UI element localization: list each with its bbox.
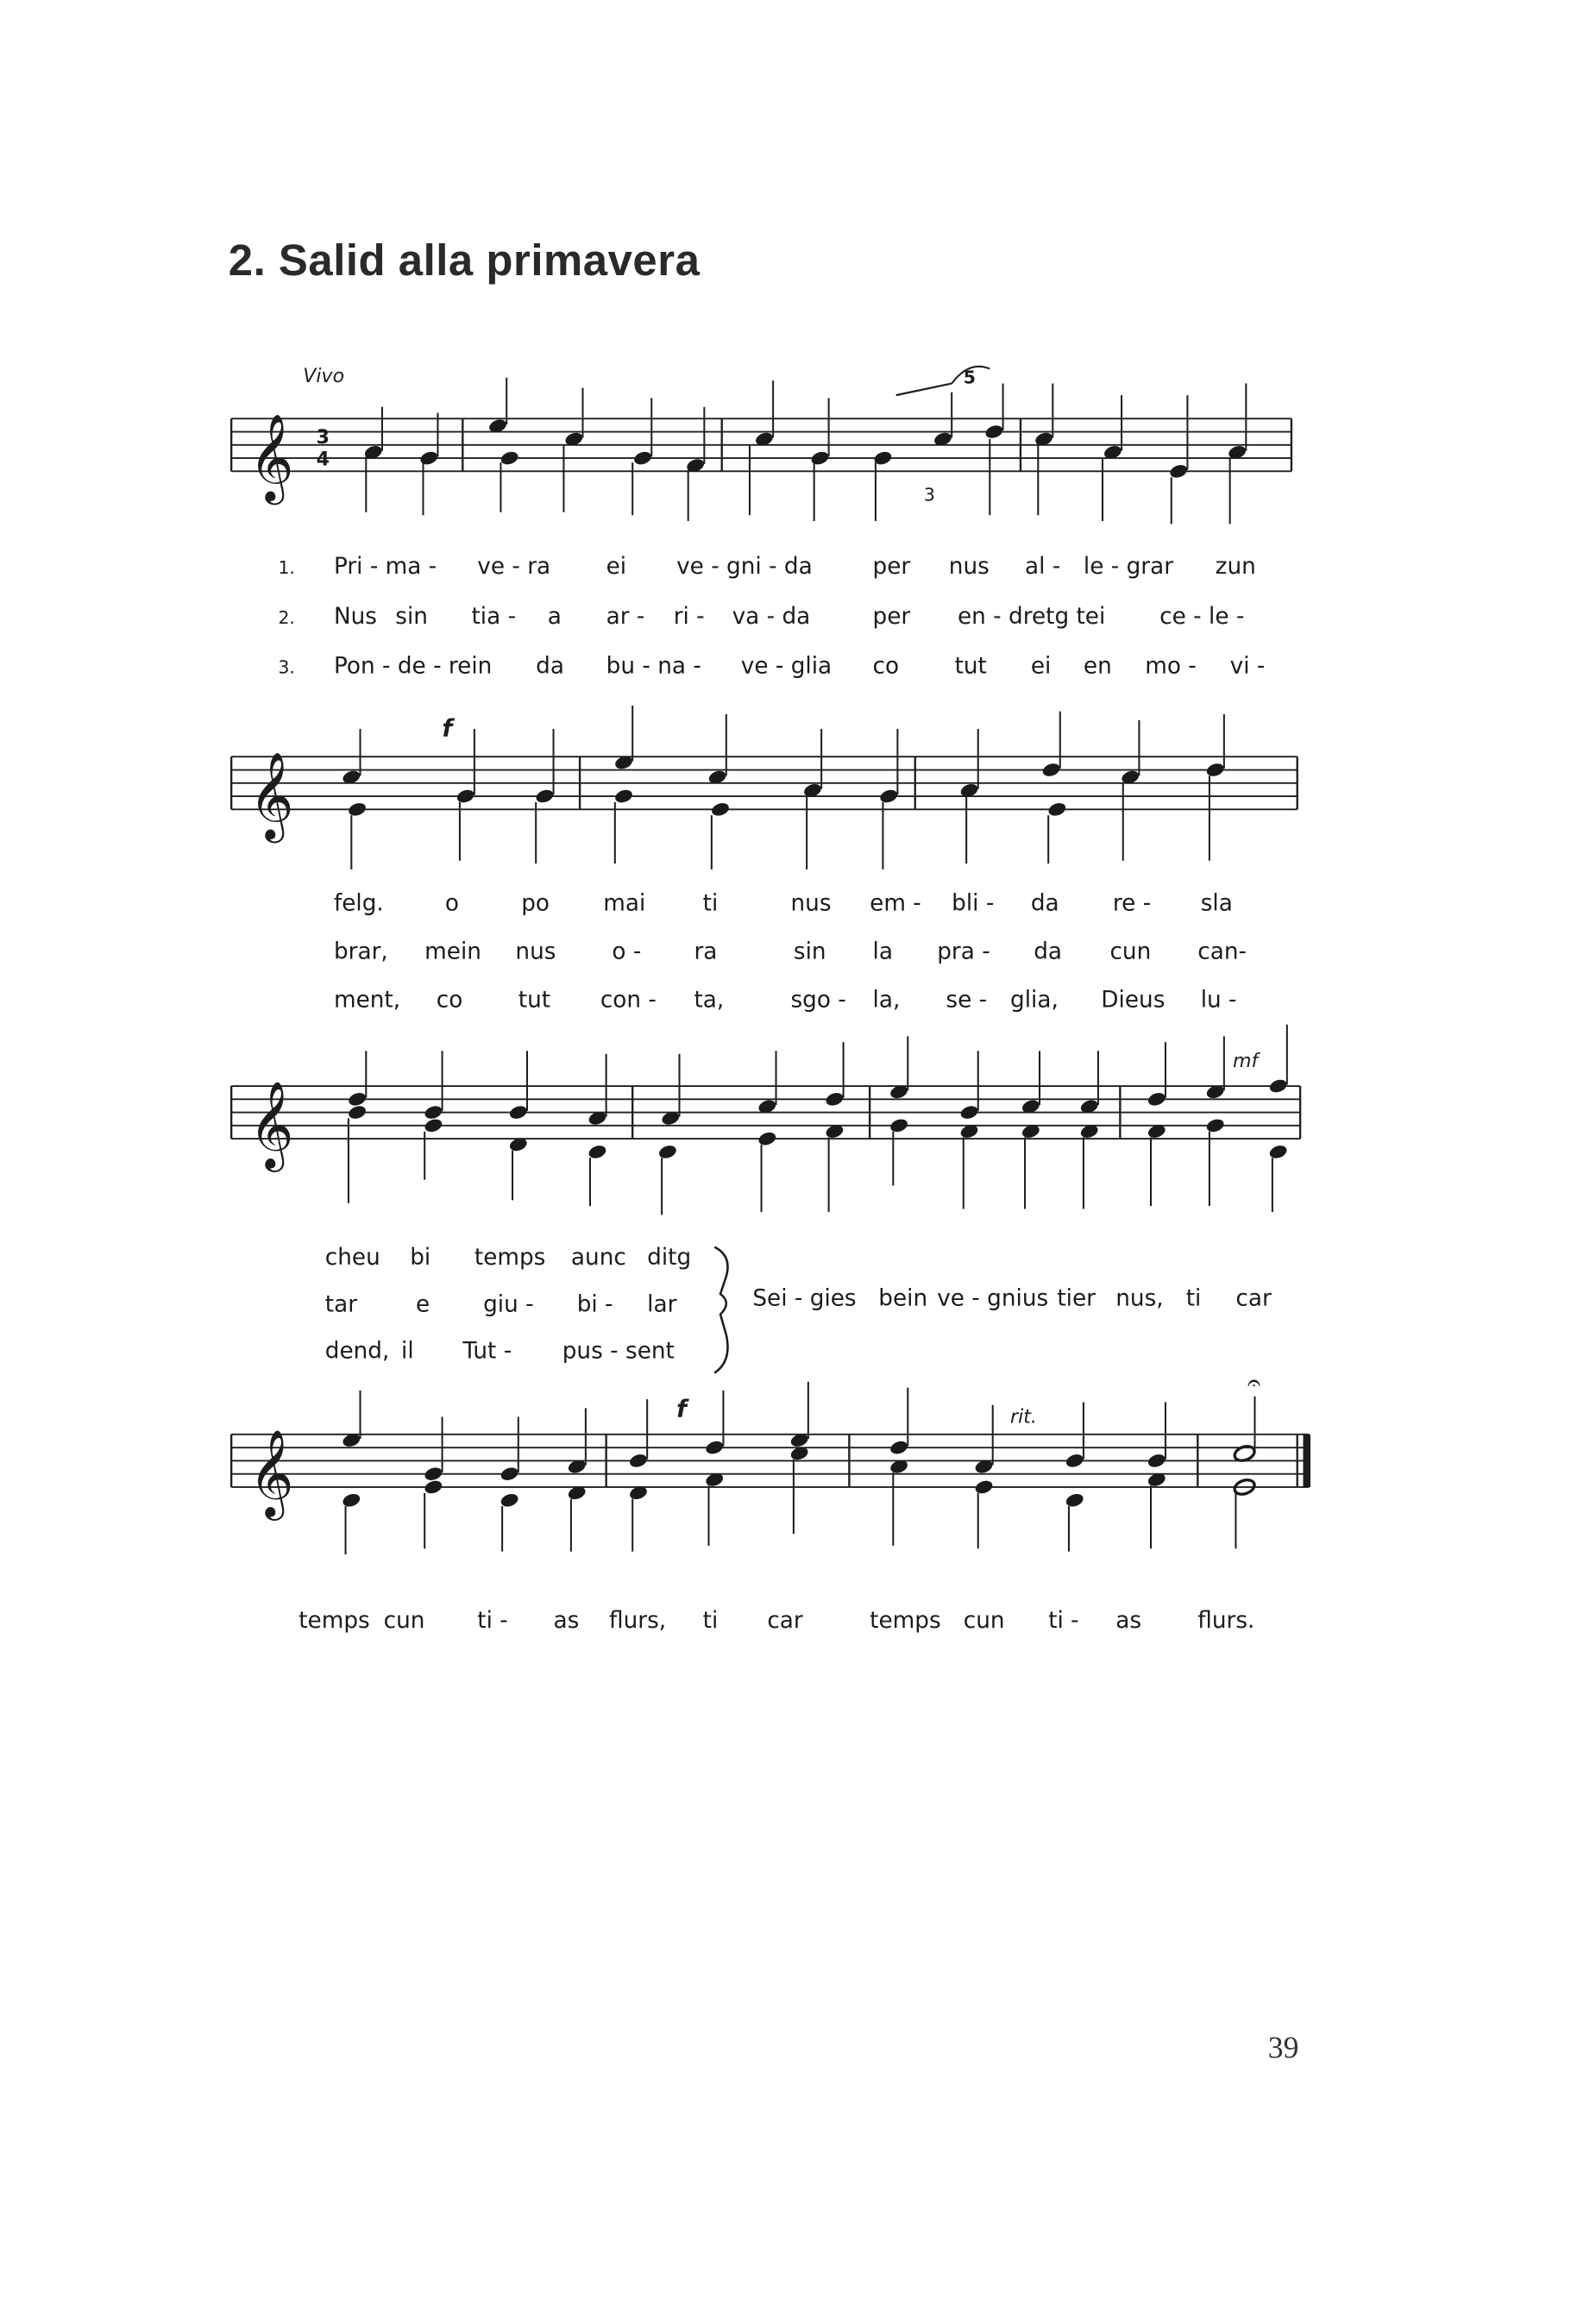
lyric-word: co xyxy=(436,987,463,1014)
lyric-word: cun xyxy=(963,1607,1005,1634)
verse-number: 1. xyxy=(278,557,295,579)
lyric-word: cun xyxy=(1109,939,1152,965)
lyric-word: o xyxy=(444,890,460,917)
staff-4 xyxy=(231,1435,1309,1487)
lyric-word: a xyxy=(547,603,562,630)
lyric-word: vi - xyxy=(1229,653,1266,680)
note-head xyxy=(500,449,520,467)
lyric-word: da xyxy=(1034,939,1063,965)
lyric-word: il xyxy=(401,1338,414,1365)
lyric-word: temps xyxy=(474,1245,546,1271)
lyric-word: nus xyxy=(948,554,990,581)
lyric-word: ar - xyxy=(606,603,645,630)
lyric-word: ment, xyxy=(333,987,401,1014)
lyric-word: la, xyxy=(872,987,901,1014)
lyric-word: lu - xyxy=(1200,987,1237,1014)
lyric-word: mai xyxy=(603,890,646,917)
lyrics-verse-1 xyxy=(334,554,1256,580)
lyric-word: ditg xyxy=(647,1245,692,1271)
lyrics-line xyxy=(298,1608,1254,1634)
triplet-mark: 3 xyxy=(923,484,935,505)
lyric-word: temps xyxy=(870,1607,941,1634)
lyric-word: flurs. xyxy=(1197,1607,1255,1634)
lyric-word: as xyxy=(553,1607,580,1634)
lyric-word: tut xyxy=(518,987,551,1014)
lyric-word: giu - xyxy=(483,1291,534,1318)
staff-2 xyxy=(231,757,1298,809)
fermata-icon: 𝄐 xyxy=(1247,1369,1261,1397)
lyric-word: ve - glia xyxy=(740,653,833,680)
lyric-word: Dieus xyxy=(1101,987,1166,1014)
lyric-word: al - xyxy=(1025,554,1061,581)
lyric-word: flurs, xyxy=(609,1607,667,1634)
refrain-lyrics xyxy=(752,1286,1272,1312)
lyric-word: per xyxy=(872,603,911,630)
lyric-word: cheu xyxy=(324,1245,380,1271)
lyric-word: o - xyxy=(612,939,642,965)
lyric-word: bu - na - xyxy=(606,653,701,680)
verse-number: 3. xyxy=(278,656,295,678)
lyrics-verse-2 xyxy=(334,604,1244,630)
lyrics-verse-1 xyxy=(325,1245,691,1271)
note-head xyxy=(810,449,831,467)
lyric-word: mein xyxy=(424,939,481,965)
note-head xyxy=(984,424,1005,441)
lyric-word: as xyxy=(1115,1607,1142,1634)
treble-clef-icon: 𝄞 xyxy=(248,750,294,839)
lyrics-verse-2 xyxy=(334,939,1247,964)
lyric-word: ri - xyxy=(673,603,705,630)
lyrics-verse-3 xyxy=(334,987,1237,1013)
lyric-word: car xyxy=(767,1607,803,1634)
lyric-word: ti xyxy=(702,890,719,917)
notes-system-3 xyxy=(347,1025,1288,1215)
lyric-word: ti - xyxy=(477,1607,508,1634)
lyric-word: Nus xyxy=(333,603,378,630)
forte-marking: f xyxy=(442,715,453,743)
lyric-word: ti - xyxy=(1048,1607,1079,1634)
lyric-word: can- xyxy=(1197,939,1247,965)
lyric-word: sla xyxy=(1200,890,1233,917)
lyric-word: se - xyxy=(946,987,988,1014)
lyrics-verse-2 xyxy=(325,1291,677,1317)
lyric-word: bli - xyxy=(952,890,995,917)
lyric-word: nus xyxy=(790,890,832,917)
lyric-word: ra xyxy=(694,939,718,965)
lyric-word: bein xyxy=(878,1285,928,1312)
lyric-word: tar xyxy=(324,1291,358,1318)
song-title: 2. Salid alla primavera xyxy=(228,236,701,286)
lyric-word: felg. xyxy=(333,890,384,917)
quintuplet-mark: 5 xyxy=(963,367,976,388)
lyric-word: co xyxy=(872,653,900,680)
lyric-word: Sei - gies xyxy=(752,1285,857,1312)
lyric-word: mo - xyxy=(1145,653,1197,680)
lyric-word: lar xyxy=(647,1291,677,1318)
lyric-word: Pri - ma - xyxy=(333,554,437,581)
lyric-word: con - xyxy=(600,987,657,1014)
notes-system-2 xyxy=(341,706,1225,870)
lyric-word: nus, xyxy=(1115,1285,1164,1312)
lyric-word: Tut - xyxy=(462,1338,512,1365)
lyric-word: da xyxy=(1030,890,1059,917)
notes-system-4 xyxy=(341,1382,1256,1554)
lyric-word: Pon - de - rein xyxy=(333,653,493,680)
final-barline xyxy=(1304,1435,1310,1487)
treble-clef-icon: 𝄞 xyxy=(248,1079,294,1169)
note-head xyxy=(418,449,439,467)
lyric-word: bi xyxy=(410,1245,431,1271)
lyrics-verse-3 xyxy=(325,1339,675,1365)
lyric-word: tut xyxy=(954,653,987,680)
lyric-word: ta, xyxy=(694,987,725,1014)
lyric-word: va - da xyxy=(732,603,811,630)
lyric-word: em - xyxy=(870,890,921,917)
lyric-word: le - grar xyxy=(1083,554,1174,581)
system-2 xyxy=(231,706,1298,1014)
note-head xyxy=(632,449,653,467)
time-signature-top: 3 xyxy=(316,427,330,449)
lyric-word: car xyxy=(1235,1285,1272,1312)
lyric-word: pus - sent xyxy=(562,1338,675,1365)
lyric-word: la xyxy=(872,939,893,965)
lyric-word: temps xyxy=(298,1607,370,1634)
lyric-word: en xyxy=(1083,653,1112,680)
treble-clef-icon: 𝄞 xyxy=(248,1428,294,1517)
lyric-word: tier xyxy=(1057,1285,1096,1312)
lyric-word: aunc xyxy=(570,1245,626,1271)
lyric-word: nus xyxy=(515,939,556,965)
tempo-marking: Vivo xyxy=(303,365,345,387)
lyric-word: bi - xyxy=(576,1291,613,1318)
lyric-word: sgo - xyxy=(790,987,846,1014)
forte-marking: f xyxy=(676,1396,687,1423)
lyric-word: ei xyxy=(1030,653,1052,680)
verse-number: 2. xyxy=(278,606,295,628)
lyrics-verse-1 xyxy=(334,890,1233,916)
lyric-word: pra - xyxy=(937,939,990,965)
lyric-word: ti xyxy=(702,1607,719,1634)
treble-clef-icon: 𝄞 xyxy=(248,411,294,501)
page-number: 39 xyxy=(1267,2030,1299,2066)
lyric-word: sin xyxy=(395,603,428,630)
lyric-word: ve - gnius xyxy=(937,1285,1049,1312)
lyric-word: da xyxy=(536,653,564,680)
ritardando-marking: rit. xyxy=(1010,1406,1037,1428)
lyric-word: tia - xyxy=(471,603,517,630)
system-4 xyxy=(231,1370,1310,1634)
lyrics-verse-3 xyxy=(334,654,1265,680)
lyric-word: en - dretg tei xyxy=(957,603,1106,630)
lyric-word: re - xyxy=(1112,890,1152,917)
lyric-word: e xyxy=(416,1291,430,1318)
lyric-word: cun xyxy=(383,1607,425,1634)
lyric-word: ti xyxy=(1185,1285,1202,1312)
system-1 xyxy=(231,366,1291,680)
lyric-word: ce - le - xyxy=(1159,603,1245,630)
lyric-word: po xyxy=(521,890,550,917)
lyric-word: glia, xyxy=(1010,987,1059,1014)
lyric-word: brar, xyxy=(333,939,388,965)
lyric-word: dend, xyxy=(324,1338,390,1365)
lyric-word: zun xyxy=(1215,554,1256,581)
verse-brace xyxy=(714,1247,727,1373)
lyric-word: ei xyxy=(606,554,627,581)
mezzo-forte-marking: mf xyxy=(1233,1050,1259,1072)
lyric-word: ve - ra xyxy=(477,554,551,581)
time-signature-bottom: 4 xyxy=(316,449,330,471)
system-3 xyxy=(231,1025,1300,1373)
lyric-word: sin xyxy=(793,939,826,965)
lyric-word: ve - gni - da xyxy=(676,554,813,581)
lyric-word: per xyxy=(872,554,911,581)
